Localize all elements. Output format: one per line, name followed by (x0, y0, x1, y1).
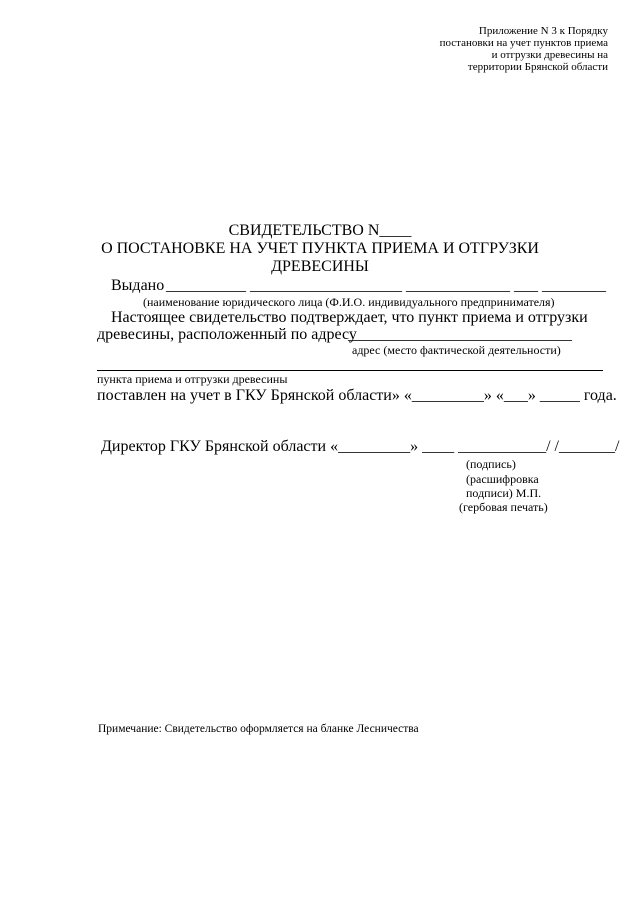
registered-text: поставлен на учет в ГКУ Брянской области» «_________» «___» _____ года. (97, 387, 617, 404)
appendix-line-2: постановки на учет пунктов приема (439, 37, 608, 49)
appendix-line-4: территории Брянской области (467, 61, 608, 73)
confirm-text-line-1: Настоящее свидетельство подтверждает, что пункт приема и отгрузки (111, 309, 588, 326)
certificate-subtitle-cont: ДРЕВЕСИНЫ (271, 258, 369, 275)
director-line: Директор ГКУ Брянской области «_________» ____ ___________/ /_______/ (101, 438, 620, 455)
address-caption: адрес (место фактической деятельности) (352, 343, 561, 357)
issued-caption: (наименование юридического лица (Ф.И.О. индивидуального предпринимателя) (143, 295, 555, 309)
point-caption: пункта приема и отгрузки древесины (97, 372, 288, 386)
seal-caption: (гербовая печать) (459, 500, 548, 514)
signature-decode-caption-cont: подписи) М.П. (466, 486, 542, 500)
issued-label: Выдано (111, 277, 165, 294)
footnote: Примечание: Свидетельство оформляется на бланке Лесничества (98, 723, 419, 735)
certificate-subtitle: О ПОСТАНОВКЕ НА УЧЕТ ПУНКТА ПРИЕМА И ОТГРУЗКИ (101, 240, 539, 257)
address-blank: ____________________________ (348, 326, 572, 343)
issued-blanks: __________ ___________________ _____________ ___ ________ (166, 277, 606, 294)
appendix-reference (348, 25, 608, 73)
appendix-line-1: Приложение N 3 к Порядку (478, 25, 608, 37)
signature-caption: (подпись) (466, 457, 516, 471)
signature-decode-caption: (расшифровка (466, 472, 539, 486)
address-continuation-line (97, 370, 603, 371)
appendix-line-3: и отгрузки древесины на (491, 49, 608, 61)
confirm-text-line-2: древесины, расположенный по адресу (97, 326, 357, 343)
certificate-title: СВИДЕТЕЛЬСТВО N____ (228, 222, 412, 239)
